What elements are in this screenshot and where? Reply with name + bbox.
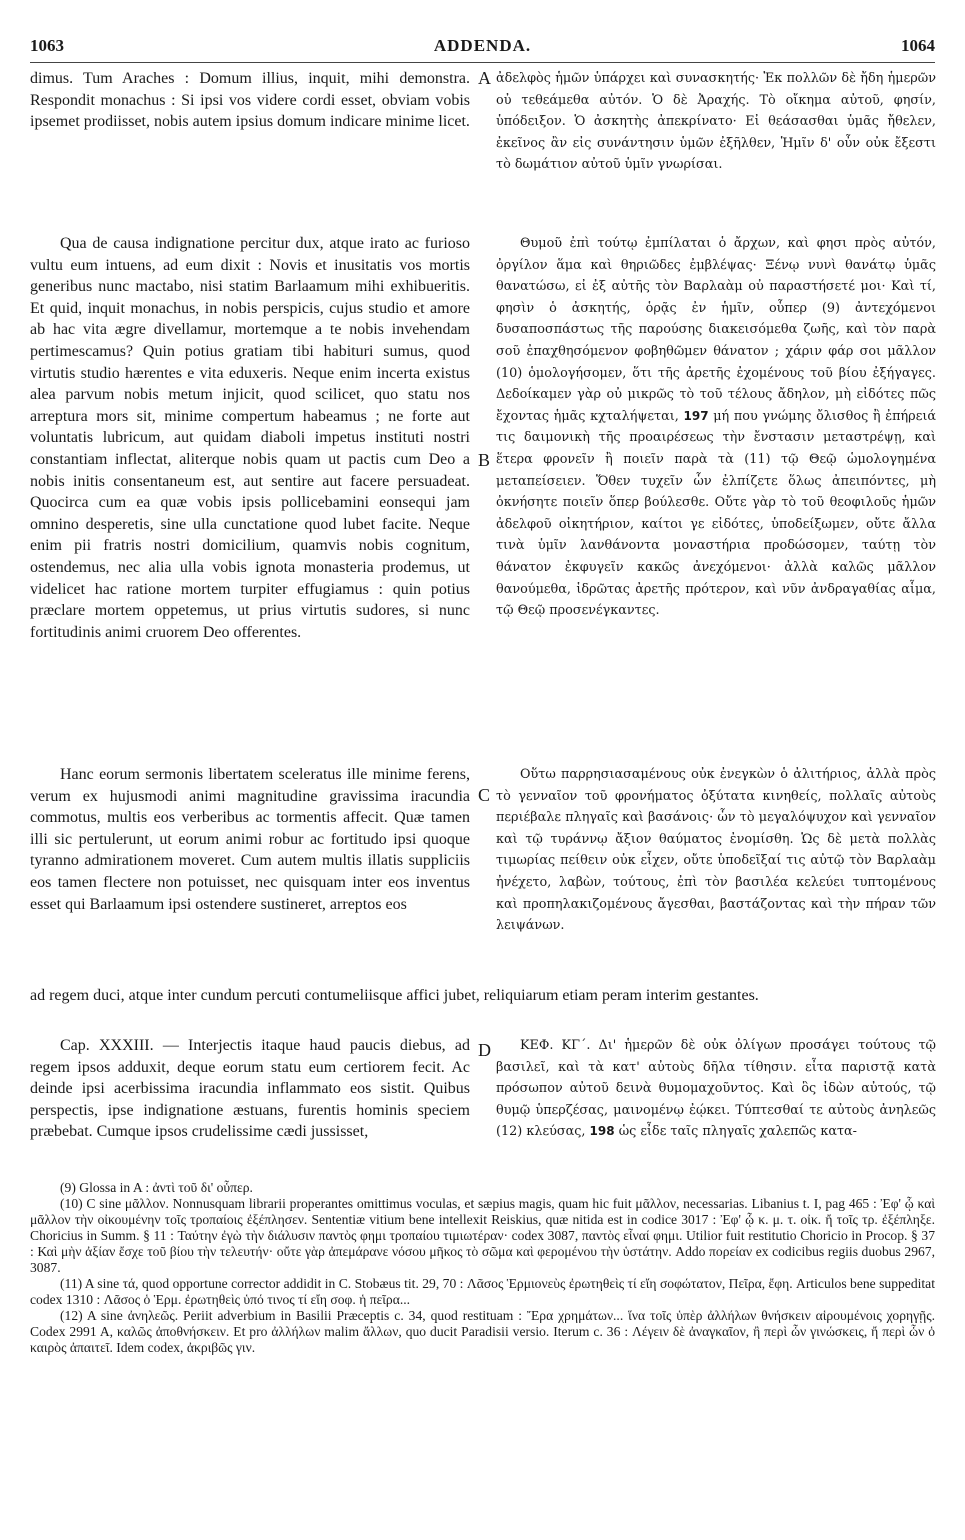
latin-paragraph-2: Qua de causa indignatione percitur dux, atque irato ac furioso vultu eum intuens, ad eum dixit : Novis et inusitatis vos mortis generibus nunc mactabo, nisi statim Barlaamum mihi exhibueritis. Et quid, inquit monachus, in nobis perspicis, cujus studio et amore ab hac vita ægre divellamur, mortemque a te nobis invehendam pertimescamus? Quin potius gratiam tibi habituri sumus, quod virtutis studio hærentes e vita eduxeris. Neque enim incerta existus alea parvum nobis metum injicit, quod scilicet, quo statu nos arreptura mors sit, minime compertum habeamus ; ne forte aut voluntatis lubricum, aut quidam diaboli impetus instituti nostri constantiam inflectat, aliterque nobis quam ut pactis cum Deo a nobis initis consentaneum est, aut sentire aut facere persuadeat. Quocirca cum ea quæ vobis ipsis pollicebamini eonsequi jam omnino desperetis, sine ulla cunctatione quod lubet facite. Neque enim pii fratris nostri domicilium, quamvis nobis cognitum, ostendemus, nec alia ulla vobis ignota monasteria prodemus, ut videlicet hac ratione mortem turpiter effugiamus : quin potius præclare mortem oppetemus, ut prius virtutis sudores, si nunc fortitudinis animi cruorem Deo offerentes.	[30, 235, 470, 641]
page-marker-197: 197	[683, 408, 709, 423]
greek-paragraph-4	[496, 1035, 936, 1143]
margin-marker-a: A	[478, 68, 491, 88]
page-number-right: 1064	[901, 36, 935, 55]
greek-paragraph-3: Οὕτω παρρησιασαμένους οὐκ ἐνεγκὼν ὁ ἀλιτήριος, ἀλλὰ πρὸς τὸ γενναῖον τοῦ φρονήματος ὀξύτατα κινηθείς, πολλαῖς αὐτοὺς περιέβαλε πληγαῖς καὶ βασάνοις· ὧν τὸ μεγαλόψυχον καὶ γενναῖον καὶ τῷ τυράννῳ ἄξιον θαύματος ἐνομίσθη. Ὡς δὲ μετὰ πολλὰς τιμωρίας πείθειν οὐκ εἶχεν, οὔτε ὑποδεῖξαί τις αὐτῷ τὸν Βαρλαὰμ ἠνέχετο, λαβὼν, τούτους, ἐπὶ τὸν βασιλέα κελεύει τυπτομένους καὶ προπηλακιζομένους ἄγεσθαι, βαστάζοντας καὶ τὴν πήραν τῶν λειψάνων.	[496, 767, 936, 934]
latin-paragraph-1: dimus. Tum Araches : Domum illius, inquit, mihi demonstra. Respondit monachus : Si ipsi vos videre cordi esset, obviam vobis ipsemet prodiisset, nobis autem ipsius domum indicare minime licet.	[30, 70, 470, 131]
greek-text-2b: μή που γνώμης ὄλισθος ἢ ἐπήρειά τις δαιμονικὴ τῆς προαιρέσεως τὴν ἔνστασιν μεταστρέψῃ, καὶ ἕτερα φρονεῖν ἢ ποιεῖν παρὰ τὰ (11) τῷ Θεῷ ὡμολογημένα μεταπείσειεν. Ὅθεν τυχεῖν ὧν ἐλπίζετε ὅλως ἀπειπόντες, μὴ ὀκνήσητε ποιεῖν ὅπερ βούλεσθε. Οὔτε γὰρ τὸ τοῦ θεοφιλοῦς ἡμῶν ἀδελφοῦ οἰκητήριον, καίτοι γε εἰδότες, ὑποδείξωμεν, οὔτε ἄλλα τινὰ ὑμῖν λανθάνοντα μοναστήρια προδώσομεν, ταύτῃ τὸν θάνατον ἐκφυγεῖν κακῶς ἀνεχόμενοι· ἀλλὰ καλῶς μᾶλλον θανούμεθα, ἱδρῶτας ἀρετῆς πρότερον, καὶ νῦν ἀνδραγαθίας αἷμα, τῷ Θεῷ προσενέγκαντες.	[496, 408, 936, 619]
footnote-12: (12) A sine ἀνηλεῶς. Periit adverbium in Basilii Præceptis c. 34, quod restituam : Ἔρα χρημάτων... ἵνα τοῖς ὑπὲρ ἀλλήλων θνήσκειν αἱρουμένοις χορηγῇς. Codex 2991 A, καλῶς ἀποθνήσκειν. Et pro ἀλλήλων malim ἄλλων, quo ducit Paradisii versio. Iterum c. 36 : Λέγειν δὲ ἀναγκαῖον, ἢ περὶ ὧν γινώσκεις, ἤ περὶ ὧν ὁ καιρὸς ἀπαιτεῖ. Idem codex, ἀκριβῶς γιν.	[30, 1308, 935, 1355]
page-title: ADDENDA.	[433, 36, 532, 55]
latin-paragraph-3: Hanc eorum sermonis libertatem sceleratus ille minime ferens, verum ex hujusmodi animi magnitudine gravissima iracundia commotus, multis eos verberibus ac tormentis affecit. Quæ tamen illi sic pertulerunt, ut eorum animi robur ac fortitudo ipsi quoque tyranno admirationem moveret. Cum autem multis illatis suppliciis eos tamen flectere non potuisset, nec quisquam inter eos inventus esset qui Barlaamum ipsi ostendere sustineret, arreptos eos	[30, 766, 470, 913]
footnote-9: (9) Glossa in A : ἀντὶ τοῦ δι' οὗπερ.	[60, 1180, 253, 1195]
greek-text-4b: ὡς εἶδε ταῖς πληγαῖς χαλεπῶς κατα-	[618, 1124, 858, 1140]
latin-paragraph-4: Cap. XXXIII. — Interjectis itaque haud paucis diebus, ad regem ipsos adduxit, deque eorum statu eum certiorem fecit. Ac deinde ipsi acerbissima iracundia inflammato eos sistit. Quibus perspectis, ipse indignatione æstuans, furentis hominis speciem præbebat. Cumque ipsos crudelissime cædi jussisset,	[30, 1037, 470, 1141]
greek-text-2a: Θυμοῦ ἐπὶ τούτῳ ἐμπίλαται ὁ ἄρχων, καὶ φησι πρὸς αὐτόν, ὀργίλον ἅμα καὶ θηριῶδες ἐμβλέψας· Ξένῳ νυνὶ θανάτῳ ὑμᾶς θανατώσω, εἰ ἐξ αὐτῆς τὸν Βαρλαὰμ οὐ παραστήσετέ μοι· Καὶ τί, φησὶν ὁ ἀσκητής, ὁρᾷς ἐν ἡμῖν, οὗπερ (9) ἀντεχόμενοι δυσαποσπάστως τῆς παρούσης διακεισόμεθα ζωῆς, καὶ τὸν παρὰ σοῦ ἐπαχθησόμενον φοβηθῶμεν θάνατον ; χάριν φάρ σοι μᾶλλον (10) ὁμολογήσομεν, ὅτι τῆς ἀρετῆς ἐχομένους τοῦ βίου ἐξήγαγες. Δεδοίκαμεν γὰρ οὐ μικρῶς τὸ τοῦ τέλους ἄδηλον, μὴ εἰδότες πῶς ἔχοντας ἡμᾶς κχταλήψεται,	[496, 236, 936, 424]
greek-paragraph-2	[496, 233, 936, 622]
margin-marker-c: C	[478, 785, 491, 805]
page-number-left: 1063	[30, 36, 64, 55]
margin-marker-d: D	[478, 1040, 491, 1060]
full-width-line: ad regem duci, atque inter cundum percuti contumeliisque affici jubet, reliquiarum etiam peram interim gestantes.	[30, 987, 759, 1004]
greek-text-4a: ΚΕΦ. ΚΓ΄. Δι' ἡμερῶν δὲ οὐκ ὀλίγων προσάγει τούτους τῷ βασιλεῖ, καὶ τὰ κατ' αὐτοὺς δῆλα τίθησιν. εἶτα παριστᾷ κατὰ πρόσωπον αὐτοῦ δεινὰ θυμομαχοῦντος. Καὶ ὃς ἰδὼν αὐτούς, τῷ θυμῷ ὑπερζέσας, μαινομένῳ ἐῴκει. Τύπτεσθαί τε αὐτοὺς ἀνηλεῶς (12) κλεύσας,	[496, 1038, 936, 1140]
footnotes	[30, 1180, 935, 1356]
footnote-11: (11) A sine τά, quod opportune corrector addidit in C. Stobæus tit. 29, 70 : Λᾶσος Ἑρμιονεὺς ἐρωτηθεὶς τί εἴη σοφώτατον, Πεῖρα, ἔφη. Articulos bene suppeditat codex 1310 : Λᾶσος ὁ Ἑρμ. ἐρωτηθεὶς ὑπό τινος τί εἴη σοφ. ἡ πεῖρα...	[30, 1276, 935, 1307]
running-header	[30, 36, 935, 58]
greek-paragraph-1: ἀδελφὸς ἡμῶν ὑπάρχει καὶ συνασκητής· Ἐκ πολλῶν δὲ ἤδη ἡμερῶν οὐ τεθεάμεθα αὐτόν. Ὁ δὲ Ἀραχής. Τὸ οἴκημα αὐτοῦ, φησίν, ὑπόδειξον. Ὁ ἀσκητὴς ἀπεκρίνατο· Εἰ θεάσασθαι ὑμᾶς ἤθελεν, ἐκεῖνος ἂν εἰς συνάντησιν ὑμῶν ἐξῆλθεν, Ἡμῖν δ' οὖν οὐκ ἔξεστι τὸ δωμάτιον αὐτοῦ ὑμῖν γνωρίσαι.	[496, 71, 936, 173]
header-rule	[30, 62, 935, 63]
footnote-10: (10) C sine μᾶλλον. Nonnusquam librarii properantes omittimus voculas, et sæpius magis, quam hic fuit μᾶλλον, necessarias. Libanius t. I, pag 465 : Ἐφ' ᾧ καὶ μᾶλλον τὴν οἰκουμένην τοῖς τροπαίοις ἐξέπλησεν. Sententiæ vitium bene intellexit Reiskius, quæ nitida est in codice 3017 : Ἐφ' ᾧ κ. μ. τ. οἰκ. ἤ τοῖς τρ. ἐξέπληξε. Choricius in Summ. § 11 : Ταύτην ἐγὼ τὴν διάλυσιν παντὸς φημι τροπαίου τιμιωτέραν· codex 3087, παντὸς εἶναί φημι. Utilior fuit restitutio Choricio in Procop. § 37 : Καὶ μὴν ἀξίαν ἔσχε τοῦ βίου τὴν τελευτήν· οὔτε γὰρ ἀπεμάρανε νόσου μῆκος τὸ σῶμα καὶ φερομένου τὴν ὑστάτην. Addo πορείαν ex codicibus regiis duobus 2967, 3087.	[30, 1196, 935, 1275]
page-marker-198: 198	[589, 1124, 615, 1139]
margin-marker-b: B	[478, 450, 491, 470]
